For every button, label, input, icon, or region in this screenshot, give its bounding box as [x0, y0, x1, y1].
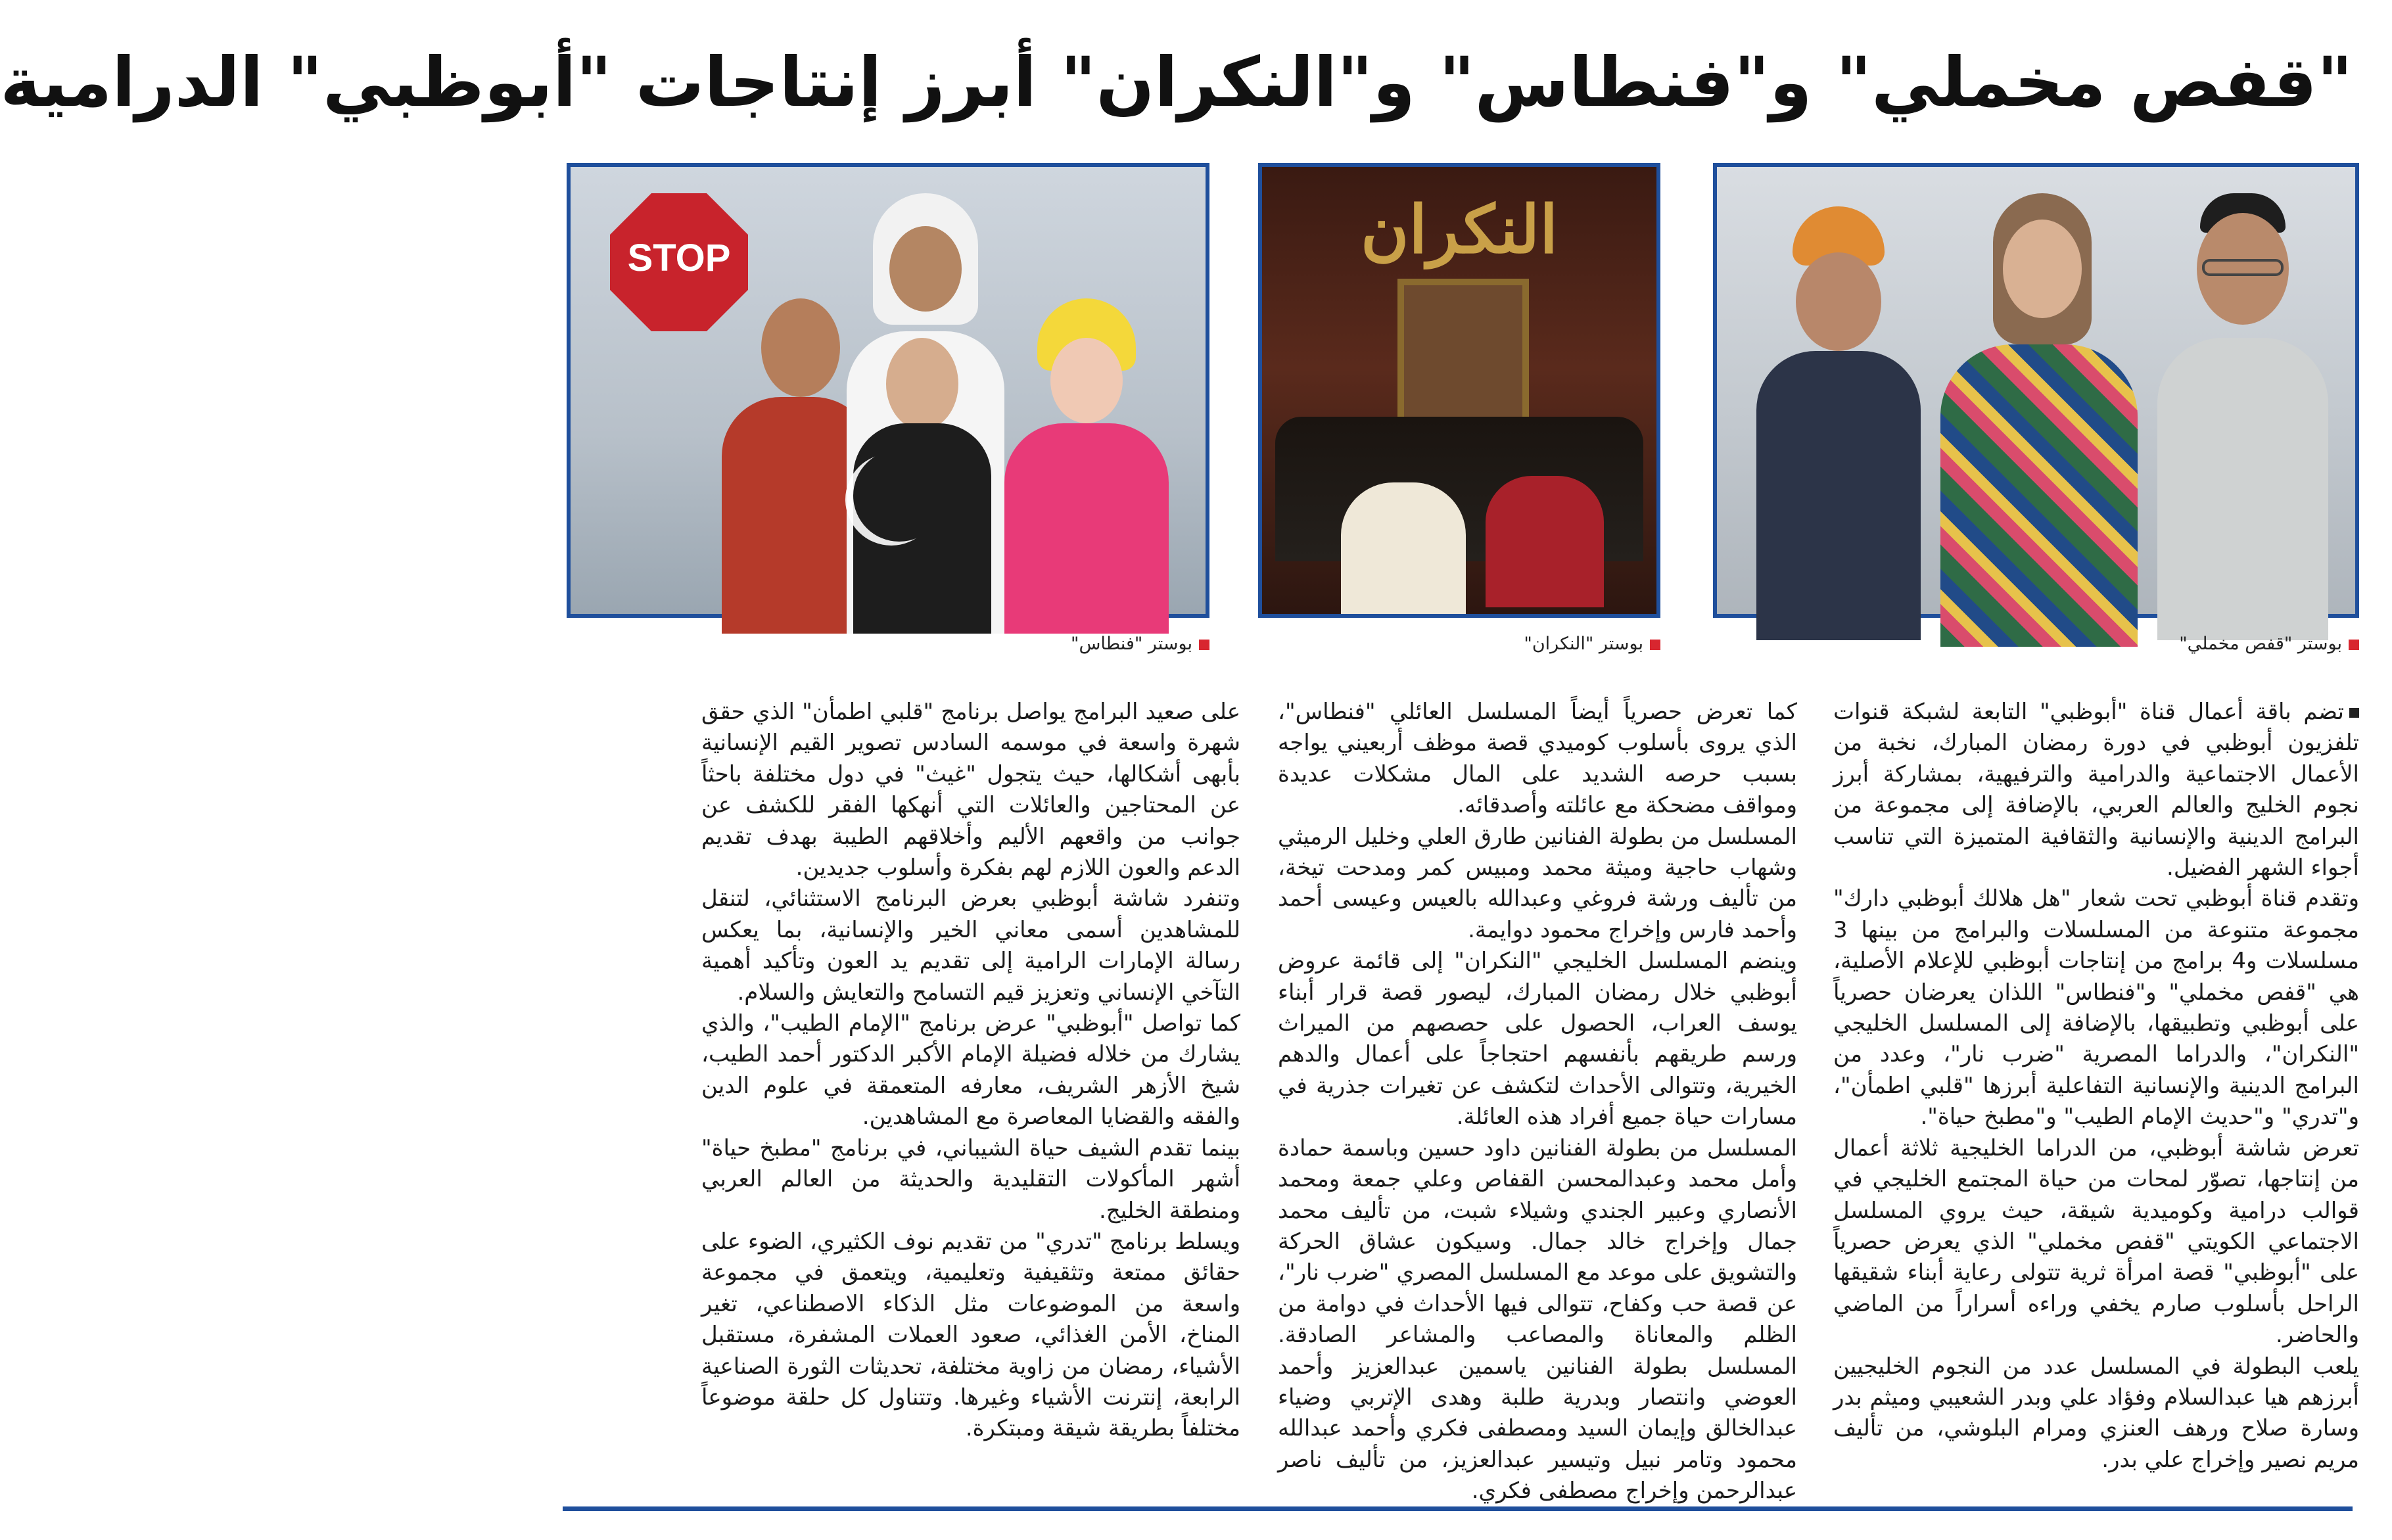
caption-bullet — [1199, 640, 1209, 650]
actress-figure-pink — [1004, 298, 1169, 620]
paragraph: على صعيد البرامج يواصل برنامج "قلبي اطمأن" الذي حقق شهرة واسعة في موسمه السادس تصوير القيم الإنسانية بأبهى أشكالها، حيث يتجول "غيث" في دول مختلفة باحثاً عن المحتاجين والعائلات التي أنهكها الفقر للكشف عن جوانب من واقعهم الأليم وأخلاقهم الطيبة بهدف تقديم الدعم والعون اللازم لهم بفكرة وأسلوب جديدين. — [701, 699, 1240, 881]
bottom-rule — [563, 1506, 2353, 1511]
paragraph: كما تواصل "أبوظبي" عرض برنامج "الإمام الطيب"، والذي يشارك من خلاله فضيلة الإمام الأكبر الدكتور أحمد الطيب، شيخ الأزهر الشريف، معارفه المتعمقة في علوم الدين والفقه والقضايا المعاصرة مع المشاهدين. — [701, 1010, 1240, 1131]
paragraph: تعرض شاشة أبوظبي، من الدراما الخليجية ثلاثة أعمال من إنتاجها، تصوّر لمحات من حياة المجتمع الخليجي في قوالب درامية وكوميدية شيقة، حيث يروي المسلسل الاجتماعي الكويتي "قفص مخملي" الذي يعرض حصرياً على "أبوظبي" قصة امرأة ثرية تتولى رعاية أبناء شقيقها الراحل بأسلوب صارم يخفي وراءه أسراراً من الماضي والحاضر. — [1833, 1134, 2359, 1349]
paragraph: وتنفرد شاشة أبوظبي بعرض البرنامج الاستثنائي، لتنقل للمشاهدين أسمى معاني الخير والإنسانية، بما يعكس رسالة الإمارات الرامية إلى تقديم يد العون وتأكيد أهمية التآخي الإنساني وتعزيز قيم التسامح والتعايش والسلام. — [701, 885, 1240, 1006]
article-column-3 — [701, 697, 1240, 1479]
poster-alnukran — [1258, 163, 1660, 618]
paragraph: كما تعرض حصرياً أيضاً المسلسل العائلي "فنطاس"، الذي يروى بأسلوب كوميدي قصة موظف أربعيني يواجه بسبب حرصه الشديد على المال مشكلات عديدة ومواقف مضحكة مع عائلته وأصدقائه. — [1278, 699, 1797, 819]
paragraph: المسلسل من بطولة الفنانين داود حسين وباسمة حمادة وأمل محمد وعبدالمحسن القفاص وعلي جمعة ومحمد الأنصاري وعبير الجندي وشيلاء شبت، من تأليف محمد جمال وإخراج خالد جمال. وسيكون عشاق الحركة والتشويق على موعد مع المسلسل المصري "ضرب نار"، عن قصة حب وكفاح، تتوالى فيها الأحداث في دوامة من الظلم والمعاناة والمصاعب والمشاعر الصادقة. المسلسل بطولة الفنانين ياسمين عبدالعزيز وأحمد العوضي وانتصار وبدرية طلبة وهدى الإتربي وضياء عبدالخالق وإيمان السيد ومصطفى فكري وأحمد عبدالله محمود وتامر نبيل وتيسير عبدالعزيز، من تأليف ناصر عبدالرحمن وإخراج مصطفى فكري. — [1278, 1134, 1797, 1505]
stop-sign-text: STOP — [627, 237, 731, 279]
moon-decoration — [853, 450, 945, 542]
paragraph: وينضم المسلسل الخليجي "النكران" إلى قائمة عروض أبوظبي خلال رمضان المبارك، ليصور قصة قرار أبناء يوسف العراب، الحصول على حصصهم من الميراث ورسم طريقهم بأنفسهم احتجاجاً على أعمال والدهم الخيرية، وتتوالى الأحداث لتكشف عن تغيرات جذرية في مسارات حياة جميع أفراد هذه العائلة. — [1278, 948, 1797, 1131]
article-column-2 — [1278, 697, 1797, 1505]
lead-marker — [2349, 708, 2359, 718]
poster-fantas — [567, 163, 1209, 618]
paragraph: بينما تقدم الشيف حياة الشيباني، في برنامج "مطبخ حياة" أشهر المأكولات التقليدية والحديثة من العالم العربي ومنطقة الخليج. — [701, 1134, 1240, 1224]
paragraph: تضم باقة أعمال قناة "أبوظبي" التابعة لشبكة قنوات تلفزيون أبوظبي في دورة رمضان المبارك، نخبة من الأعمال الاجتماعية والدرامية والترفيهية، بمشاركة أبرز نجوم الخليج والعالم العربي، بالإضافة إلى مجموعة من البرامج الدينية والإنسانية والثقافية المتميزة التي تناسب أجواء الشهر الفضيل. — [1833, 699, 2359, 881]
portrait-frame — [1397, 279, 1529, 430]
actress-figure-floral — [1940, 193, 2138, 627]
caption-fantas: بوستر "فنطاس" — [1071, 630, 1209, 659]
paragraph: ويسلط برنامج "تدري" من تقديم نوف الكثيري، الضوء على حقائق ممتعة وتثقيفية وتعليمية، ويتعمق في مجموعة واسعة من الموضوعات مثل الذكاء الاصطناعي، تغير المناخ، الأمن الغذائي، صعود العملات المشفرة، مستقبل الأشياء، رمضان من زاوية مختلفة، تحديثات الثورة الصناعية الرابعة، إنترنت الأشياء وغيرها. وتتناول كل حلقة موضوعاً مختلفاً بطريقة شيقة ومبتكرة. — [701, 1228, 1240, 1442]
caption-qafas-makhmali: بوستر "قفص مخملي" — [2179, 630, 2359, 659]
poster-logo: النكران — [1360, 191, 1559, 268]
actor-figure-glasses — [2157, 193, 2328, 627]
actor-figure-headscarf — [1341, 482, 1466, 614]
paragraph: المسلسل من بطولة الفنانين طارق العلي وخليل الرميثي وشهاب حاجية وميثة محمد ومبيس كمر ومدحت تيخة، من تأليف ورشة فروغي وعبدالله بالعيس وعيسى أحمد وأحمد فارس وإخراج محمود دوايمة. — [1278, 823, 1797, 943]
caption-bullet — [2349, 640, 2359, 650]
actress-figure-red — [1486, 476, 1604, 607]
article-column-1 — [1833, 697, 2359, 1479]
headline: "قفص مخملي" و"فنطاس" و"النكران" أبرز إنتاجات "أبوظبي" الدرامية — [0, 42, 2353, 122]
caption-alnukran: بوستر "النكران" — [1524, 630, 1660, 659]
paragraph: وتقدم قناة أبوظبي تحت شعار "هل هلالك أبوظبي دارك" مجموعة متنوعة من المسلسلات والبرامج من بينها 3 مسلسلات و4 برامج من إنتاجات أبوظبي للإعلام الأصلية، هي "قفص مخملي" و"فنطاس" اللذان يعرضان حصرياً على أبوظبي وتطبيقها، بالإضافة إلى المسلسل الخليجي "النكران"، والدراما المصرية "ضرب نار"، وعدد من البرامج الدينية والإنسانية التفاعلية أبرزها "قلبي اطمأن"، و"تدري" و"حديث الإمام الطيب" و"مطبخ حياة". — [1833, 885, 2359, 1131]
poster-qafas-makhmali — [1713, 163, 2359, 618]
caption-bullet — [1650, 640, 1660, 650]
actor-figure-beanie — [1756, 206, 1921, 627]
paragraph: يلعب البطولة في المسلسل عدد من النجوم الخليجيين أبرزهم هيا عبدالسلام وفؤاد علي وبدر الشعيبي وميثم بدر وسارة صلاح ورهف العنزي ومرام البلوشي، من تأليف مريم نصير وإخراج علي بدر. — [1833, 1353, 2359, 1473]
